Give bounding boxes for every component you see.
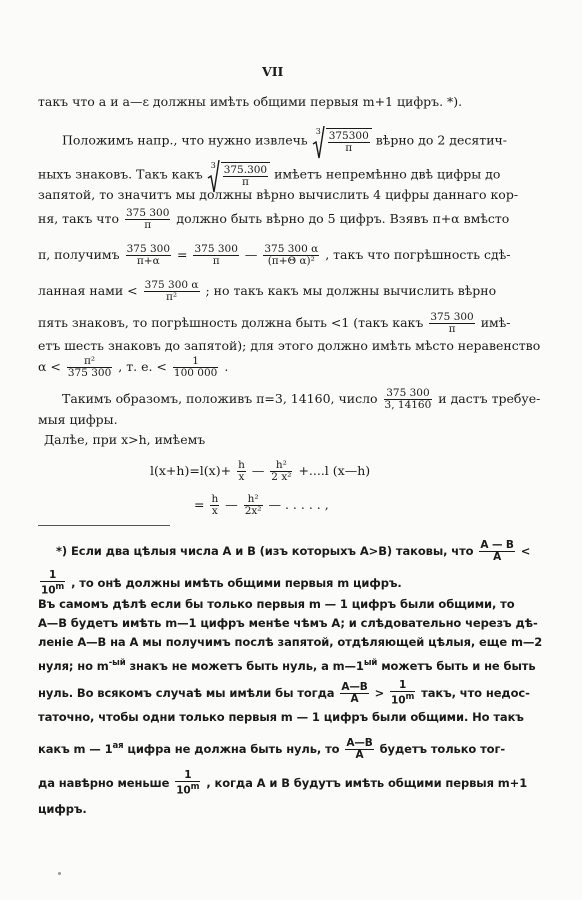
footnote-line: A—B будетъ имѣть m—1 цифръ менѣе чѣмъ A; и слѣдовательно черезъ дѣ- [38, 616, 538, 630]
paper-speck [58, 872, 61, 875]
page-number: VII [262, 64, 284, 79]
footnote-line: *) Если два цѣлыя числа A и B (изъ которыхъ A>B) таковы, что $\frac{A — B}{A}$ < [56, 539, 531, 563]
text-line: π, получимъ $\frac{375 300}{\pi+\alpha}$ = $\frac{375 300}{\pi}$ — $\frac{375 300 \alpha}{\text{(π+Θ α)²}}$ , такъ что погрѣшность сдѣ- [38, 243, 511, 267]
footnote-line: нуля; но $m^{-ый}$ знакъ не можетъ быть нуль, а $m—1^{ый}$ можетъ быть и не быть [38, 658, 536, 673]
cube-root-expression: 3 $\frac{375.300}{\pi}$ [207, 162, 270, 188]
text-line: ланная нами < $\frac{375 300 \alpha}{\text{π²}}$ ; но такъ какъ мы должны вычислить вѣрно [38, 279, 497, 303]
text-line: етъ шесть знаковъ до запятой); для этого должно имѣть мѣсто неравенство [38, 338, 541, 353]
text-line: запятой, то значитъ мы должны вѣрно вычислить 4 цифры даннаго кор- [38, 187, 519, 202]
footnote-line: леніе A—B на A мы получимъ послѣ запятой, отдѣляющей цѣлыя, еще m—2 [38, 635, 543, 649]
footnote-line: цифръ. [38, 802, 87, 816]
footnote-line: какъ m — $1^{ая}$ цифра не должна быть нуль, то $\frac{A—B}{A}$ будетъ только тог- [38, 737, 506, 761]
text-line: α < $\frac{\text{π²}}{375 300}$ , т. е. < $\frac{1}{100 000}$ . [38, 355, 229, 379]
text-line: пять знаковъ, то погрѣшность должна быть <1 (такъ какъ $\frac{375 300}{\pi}$ имѣ- [38, 311, 511, 335]
footnote-line: да навѣрно меньше $\frac{1}{10^m}$ , когда A и B будутъ имѣть общими первыя m+1 [38, 769, 528, 797]
footnote-line: нуль. Во всякомъ случаѣ мы имѣли бы тогда $\frac{A—B}{A}$ > $\frac{1}{10^m}$ такъ, что недос- [38, 679, 530, 707]
formula-line: l(x+h)=l(x)+ $\frac{h}{x}$ — $\frac{\text{h²}}{\text{2 x²}}$ +....l (x—h) [150, 459, 371, 483]
footnote-line: Въ самомъ дѣлѣ если бы только первыя m — 1 цифръ были общими, то [38, 597, 515, 611]
footnote-line: $\frac{1}{10^m}$ , то онѣ должны имѣть общими первыя m цифръ. [41, 569, 402, 597]
text-line: Положимъ напр., что нужно извлечь 3 $\frac{375300}{\pi}$ вѣрно до 2 десятич- [62, 128, 507, 154]
text-line: ня, такъ что $\frac{375 300}{\pi}$ должно быть вѣрно до 5 цифръ. Взявъ π+α вмѣсто [38, 207, 510, 231]
footnote-line: таточно, чтобы одни только первыя m — 1 цифръ были общими. Но такъ [38, 710, 524, 724]
text-line: Далѣе, при x>h, имѣемъ [44, 432, 206, 447]
text-line: такъ что a и a—ε должны имѣть общими первыя m+1 цифръ. *). [38, 94, 463, 109]
cube-root-expression: 3 $\frac{375300}{\pi}$ [312, 128, 372, 154]
text-line: мыя цифры. [38, 412, 118, 427]
text-line: Такимъ образомъ, положивъ π=3, 14160, число $\frac{375 300}{3, 14160}$ и дастъ требуе- [62, 387, 541, 411]
footnote-divider [38, 525, 170, 526]
formula-line: = $\frac{h}{x}$ — $\frac{\text{h²}}{\text{2x²}}$ — . . . . . , [194, 493, 329, 517]
text-line: ныхъ знаковъ. Такъ какъ 3 $\frac{375.300}{\pi}$ имѣетъ непремѣнно двѣ цифры до [38, 162, 500, 188]
